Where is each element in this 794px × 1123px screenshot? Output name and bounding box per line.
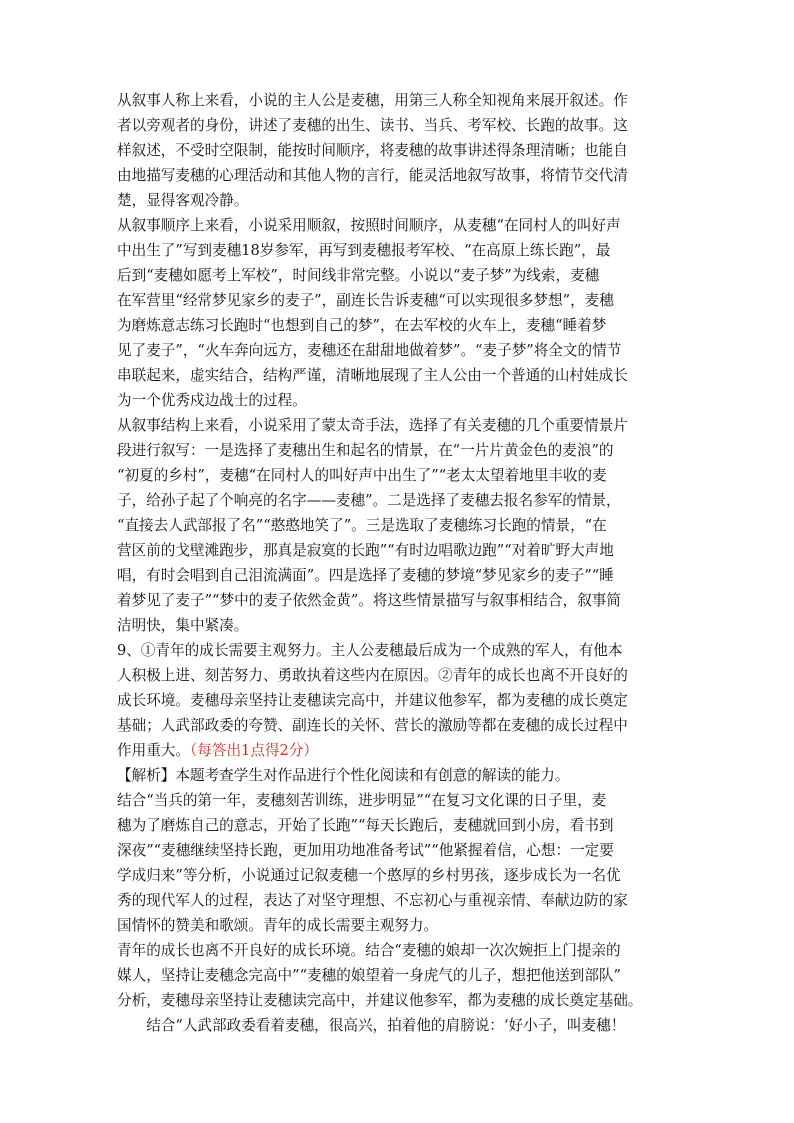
analysis-paragraph-1: 结合“当兵的第一年，麦穗刻苦训练，进步明显”“在复习文化课的日子里，麦 穗为了磨炼自己的意志，开始了长跑”“每天长跑后，麦穗就回到小房，看书到 深夜”“麦穗继续坚持长跑，更加用功地准备考试”“他紧握着信，心想：一定要 学成归来”等分析，小说通过记叙麦穗一个憨厚的乡村男孩，逐步成长为一名优 秀的现代军人的过程，表达了对坚守理想、不忘初心与重视亲情、奉献边防的家 国情怀的赞美和歌颂。青年的成长需要主观努力。: [117, 792, 628, 934]
document-page: [117, 88, 679, 1038]
analysis-label: 【解析】: [117, 767, 176, 784]
answer-9-paragraph: [117, 638, 679, 763]
narrative-person-paragraph: 从叙事人称上来看，小说的主人公是麦穗，用第三人称全知视角来展开叙述。作 者以旁观者的身份，讲述了麦穗的出生、读书、当兵、考军校、长跑的故事。这 样叙述，不受时空限制，能按时间顺序，将麦穗的故事讲述得条理清晰；也能自 由地描写麦穗的心理活动和其他人物的言行，能灵活地叙写故事，将情节交代清 楚，显得客观冷静。: [117, 92, 628, 209]
analysis-paragraph-3: 结合“人武部政委看着麦穗，很高兴，拍着他的肩膀说：‘好小子，叫麦穗！: [146, 1017, 626, 1034]
narrative-order-paragraph: 从叙事顺序上来看，小说采用顺叙，按照时间顺序，从麦穗“在同村人的叫好声 中出生了”写到麦穗18岁参军，再写到麦穗报考军校、“在高原上练长跑”，最 后到“麦穗如愿考上军校”，时间线非常完整。小说以“麦子梦”为线索，麦穗 在军营里“经常梦见家乡的麦子”，副连长告诉麦穗“可以实现很多梦想”，麦穗 为磨炼意志练习长跑时“也想到自己的梦”，在去军校的火车上，麦穗“睡着梦 见了麦子”，“火车奔向远方，麦穗还在甜甜地做着梦”。“麦子梦”将全文的情节 串联起来，虚实结合，结构严谨，清晰地展现了主人公由一个普通的山村娃成长 为一个优秀戍边战士的过程。: [117, 217, 628, 409]
analysis-intro: 本题考查学生对作品进行个性化阅读和有创意的解读的能力。: [175, 767, 570, 784]
answer-9-text: 9、①青年的成长需要主观努力。主人公麦穗最后成为一个成熟的军人，有他本 人积极上进、刻苦努力、勇敢执着这些内在原因。②青年的成长也离不开良好的 成长环境。麦穗母亲坚持让麦穗读完高中，并建议他参军，都为麦穗的成长奠定 基础；人武部政委的夸赞、副连长的关怀、营长的激励等都在麦穗的成长过程中 作用重大。: [117, 642, 628, 759]
analysis-heading: [117, 763, 679, 788]
score-note: （每答出1点得2分）: [189, 742, 319, 759]
analysis-paragraph-2: 青年的成长也离不开良好的成长环境。结合“麦穗的娘却一次次婉拒上门提亲的 媒人，坚持让麦穗念完高中”“麦穗的娘望着一身虎气的儿子，想把他送到部队” 分析，麦穗母亲坚持让麦穗读完高中，并建议他参军，都为麦穗的成长奠定基础。: [117, 942, 643, 1009]
narrative-structure-paragraph: 从叙事结构上来看，小说采用了蒙太奇手法，选择了有关麦穗的几个重要情景片 段进行叙写：一是选择了麦穗出生和起名的情景，在“一片片黄金色的麦浪”的 “初夏的乡村”，麦穗“在同村人的叫好声中出生了”“老太太望着地里丰收的麦 子，给孙子起了个响亮的名字——麦穗”。二是选择了麦穗去报名参军的情景， “直接去人武部报了名”“憨憨地笑了”。三是选取了麦穗练习长跑的情景，“在 营区前的戈壁滩跑步，那真是寂寞的长跑”“有时边唱歌边跑”“对着旷野大声地 唱，有时会唱到自己泪流满面”。四是选择了麦穗的梦境“梦见家乡的麦子”“睡 着梦见了麦子”“梦中的麦子依然金黄”。将这些情景描写与叙事相结合，叙事简 洁明快，集中紧凑。: [117, 417, 628, 634]
